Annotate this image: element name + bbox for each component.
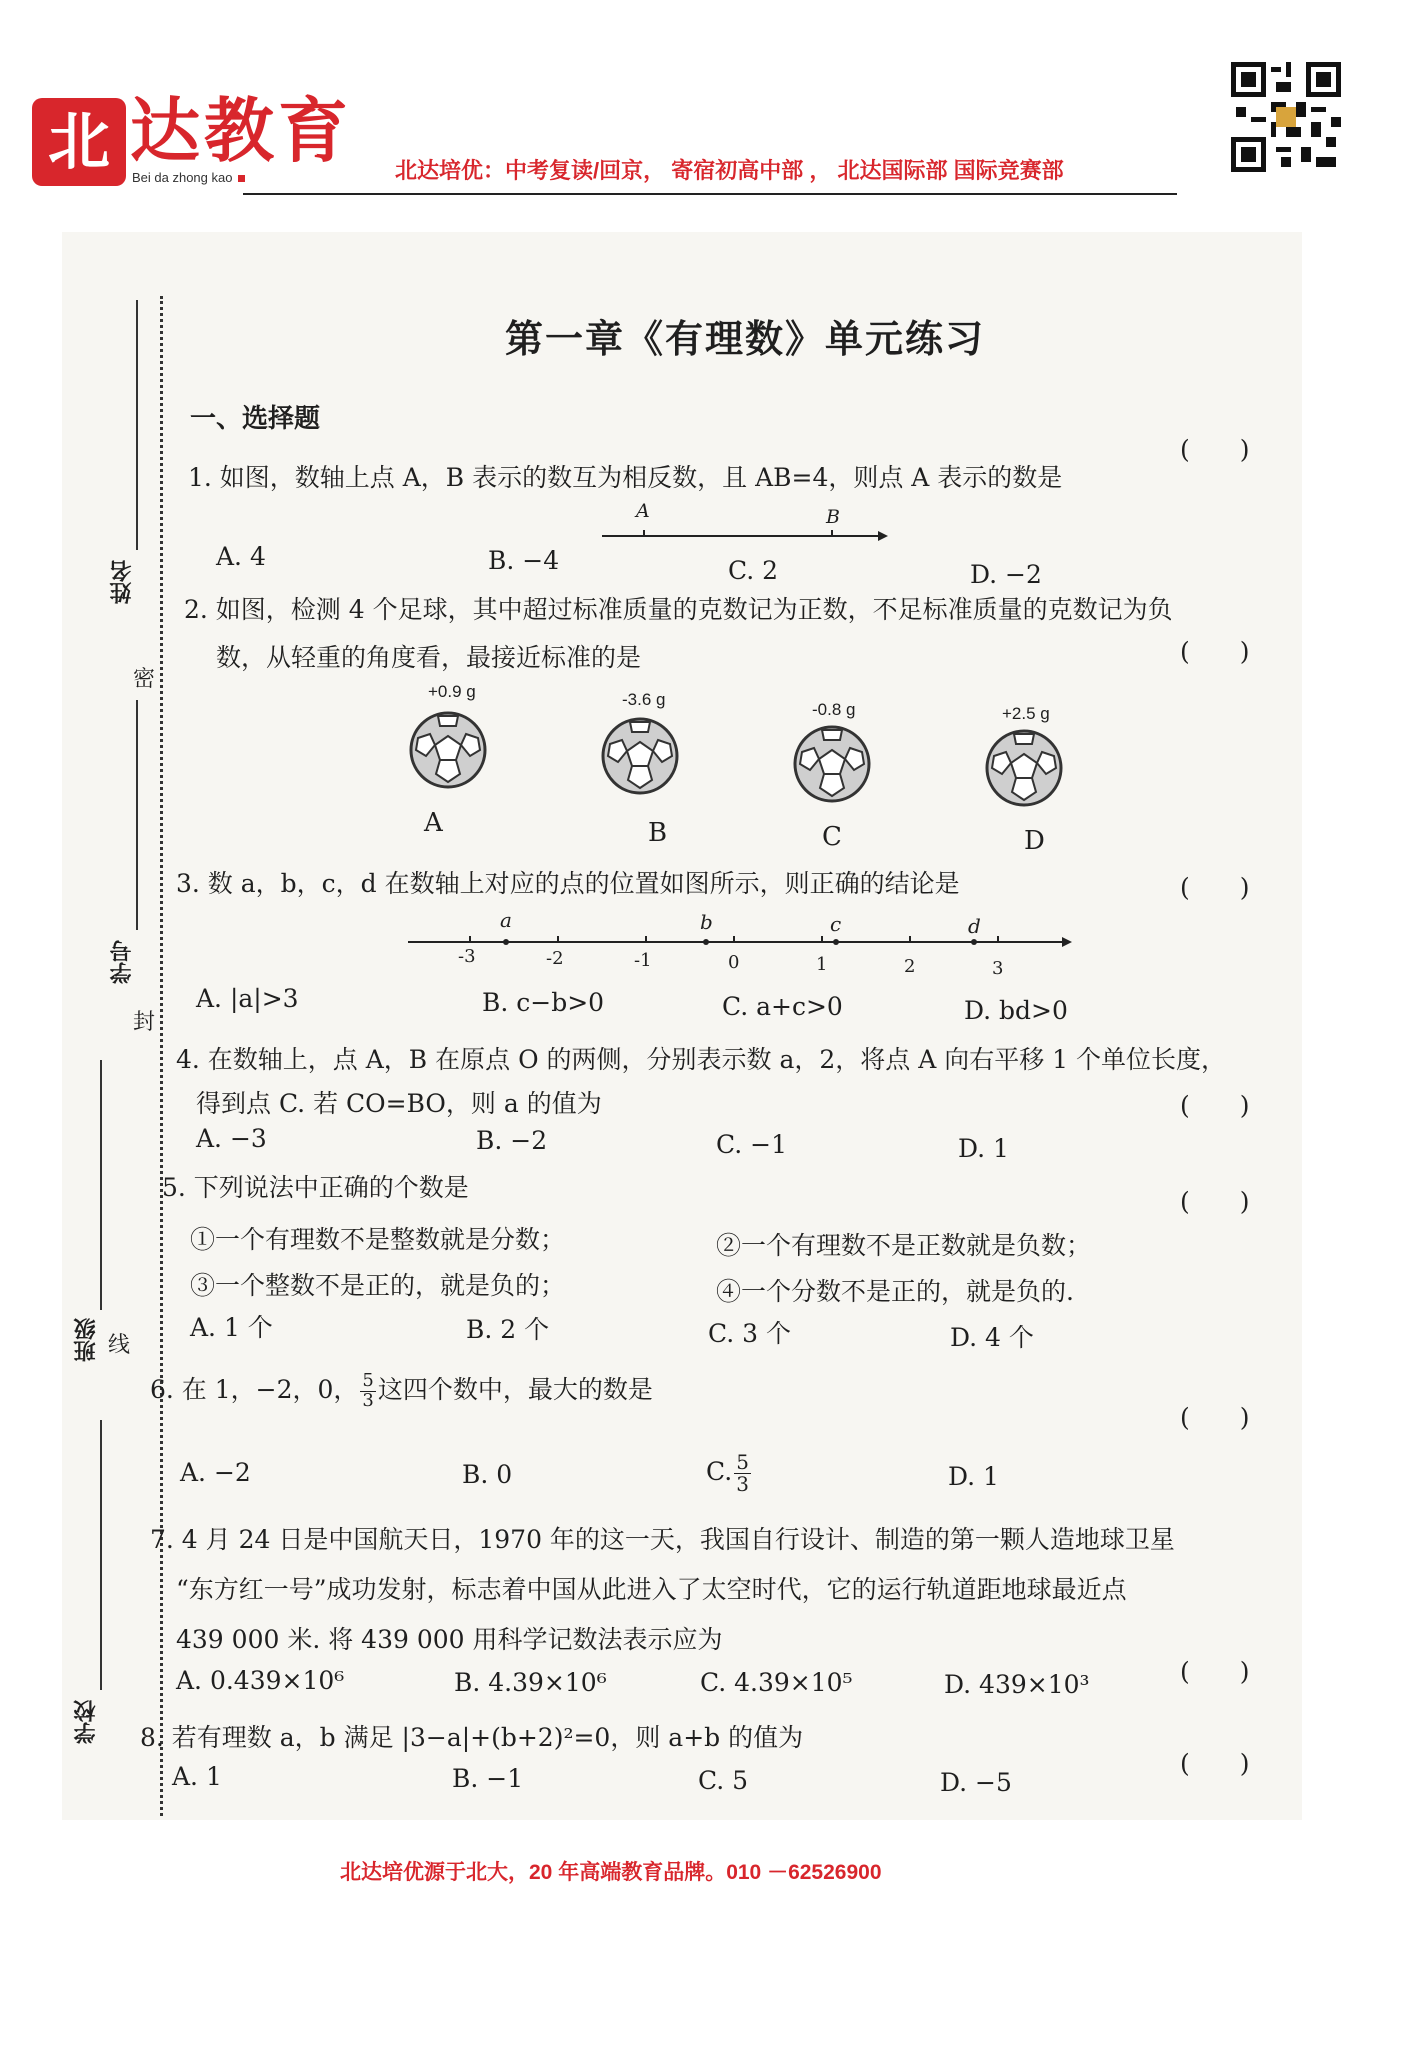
axis-point-a: a: [500, 908, 512, 932]
seal-char-xian: 线: [108, 1333, 131, 1358]
student-id-label: 学号: [109, 940, 135, 984]
ball-d-mass: +2.5 g: [1002, 704, 1050, 723]
q5-statement-2: ②一个有理数不是正数就是负数；: [716, 1231, 1092, 1260]
question-8: 8. 若有理数 a，b 满足 |3−a|+(b+2)²=0，则 a+b 的值为: [140, 1723, 804, 1752]
q7-option-c[interactable]: C. 4.39×10⁵: [700, 1668, 853, 1697]
q6-option-d[interactable]: D. 1: [948, 1462, 999, 1491]
question-3: 3. 数 a，b，c，d 在数轴上对应的点的位置如图所示，则正确的结论是: [176, 869, 960, 898]
qr-code-icon: [1231, 62, 1341, 172]
question-4-line-2: 得到点 C. 若 CO=BO，则 a 的值为: [196, 1089, 602, 1118]
axis-point-c: c: [830, 912, 842, 936]
logo-mark: 北: [32, 98, 126, 186]
tick-label-1: 1: [816, 954, 828, 975]
axis-point-d: d: [968, 914, 981, 938]
fraction-five-thirds-option: $\frac{5}{3}$: [736, 1450, 749, 1496]
section-heading: 一、选择题: [190, 404, 321, 434]
q8-option-a[interactable]: A. 1: [172, 1762, 222, 1791]
answer-paren-7[interactable]: ( ): [1180, 1657, 1250, 1686]
q4-option-c[interactable]: C. −1: [716, 1130, 787, 1159]
school-label: 学校: [73, 1700, 99, 1744]
q1-option-a[interactable]: A. 4: [216, 542, 266, 571]
answer-paren-6[interactable]: ( ): [1180, 1403, 1250, 1432]
q4-option-a[interactable]: A. −3: [196, 1124, 267, 1153]
answer-paren-3[interactable]: ( ): [1180, 873, 1250, 902]
q4-option-b[interactable]: B. −2: [476, 1126, 548, 1155]
answer-paren-4[interactable]: ( ): [1180, 1091, 1250, 1120]
class-label: 班级: [73, 1318, 99, 1362]
logo-text: 达教育: [130, 89, 352, 172]
q7-option-b[interactable]: B. 4.39×10⁶: [454, 1668, 607, 1697]
tick-label-0: 0: [728, 952, 740, 973]
q3-option-a[interactable]: A. |a|>3: [196, 984, 299, 1013]
ball-b-letter: B: [648, 818, 668, 848]
binding-dotted-line: [160, 296, 163, 1816]
ball-a-mass: +0.9 g: [428, 682, 476, 701]
question-7-line-3: 439 000 米. 将 439 000 用科学记数法表示应为: [176, 1625, 723, 1654]
logo-subtitle: Bei da zhong kao: [132, 170, 245, 185]
ball-c-mass: -0.8 g: [812, 700, 856, 719]
header-slogan: 北达培优：中考复读/回京， 寄宿初高中部 ， 北达国际部 国际竞赛部: [395, 158, 1064, 183]
q6-option-b[interactable]: B. 0: [462, 1460, 513, 1489]
student-id-blank: [136, 700, 138, 930]
soccer-ball-b-icon: [600, 716, 680, 796]
question-4-line-1: 4. 在数轴上，点 A，B 在原点 O 的两侧，分别表示数 a，2，将点 A 向右平移 1 个单位长度，: [176, 1045, 1227, 1074]
q5-option-c[interactable]: C. 3 个: [708, 1319, 791, 1348]
q8-option-d[interactable]: D. −5: [940, 1768, 1012, 1797]
ball-a-letter: A: [424, 808, 443, 838]
q1-option-d[interactable]: D. −2: [970, 560, 1042, 589]
header-divider: [243, 193, 1177, 195]
q5-option-b[interactable]: B. 2 个: [466, 1315, 550, 1344]
seal-char-feng: 封: [133, 1010, 156, 1035]
q5-statement-1: ①一个有理数不是整数就是分数；: [190, 1225, 566, 1254]
tick-label-neg1: -1: [634, 950, 652, 971]
q5-statement-4: ④一个分数不是正的，就是负的.: [716, 1277, 1074, 1306]
q3-option-d[interactable]: D. bd>0: [964, 996, 1068, 1025]
q5-statement-3: ③一个整数不是正的，就是负的；: [190, 1271, 566, 1300]
q3-option-c[interactable]: C. a+c>0: [722, 992, 843, 1021]
answer-paren-5[interactable]: ( ): [1180, 1187, 1250, 1216]
fraction-five-thirds: $\frac{5}{3}$: [362, 1370, 374, 1411]
axis-point-a-label: A: [636, 500, 650, 522]
axis-point-b: b: [700, 910, 713, 934]
question-7-line-2: “东方红一号”成功发射，标志着中国从此进入了太空时代，它的运行轨道距地球最近点: [176, 1575, 1127, 1604]
school-blank: [100, 1420, 102, 1690]
ball-c-letter: C: [822, 822, 842, 852]
question-2-line-2: 数，从轻重的角度看，最接近标准的是: [216, 643, 642, 672]
soccer-ball-c-icon: [792, 724, 872, 804]
tick-label-2: 2: [904, 956, 916, 977]
class-blank: [100, 1060, 102, 1310]
paper-title: 第一章《有理数》单元练习: [505, 316, 986, 361]
question-6: 6. 在 1，−2，0， $\frac{5}{3}$ 这四个数中，最大的数是: [150, 1370, 653, 1411]
answer-paren-8[interactable]: ( ): [1180, 1749, 1250, 1778]
q6-option-c[interactable]: C. $\frac{5}{3}$: [706, 1450, 749, 1496]
tick-label-neg3: -3: [458, 946, 476, 967]
q3-option-b[interactable]: B. c−b>0: [482, 988, 605, 1017]
question-2-line-1: 2. 如图，检测 4 个足球，其中超过标准质量的克数记为正数，不足标准质量的克数记为负: [184, 595, 1173, 624]
name-label: 姓名: [109, 560, 135, 604]
footer-advert: 北达培优源于北大，20 年高端教育品牌。010 －62526900: [340, 1861, 882, 1884]
question-5: 5. 下列说法中正确的个数是: [162, 1173, 469, 1202]
axis-point-b-label: B: [826, 506, 840, 528]
q7-option-a[interactable]: A. 0.439×10⁶: [176, 1666, 345, 1695]
tick-label-neg2: -2: [546, 948, 564, 969]
q1-option-c[interactable]: C. 2: [728, 556, 779, 585]
q5-option-d[interactable]: D. 4 个: [950, 1323, 1034, 1352]
q4-option-d[interactable]: D. 1: [958, 1134, 1009, 1163]
soccer-ball-a-icon: [408, 710, 488, 790]
q5-option-a[interactable]: A. 1 个: [190, 1313, 273, 1342]
tick-label-3: 3: [992, 958, 1004, 979]
ball-b-mass: -3.6 g: [622, 690, 666, 709]
question-1: 1. 如图，数轴上点 A，B 表示的数互为相反数，且 AB=4，则点 A 表示的数是: [188, 463, 1063, 492]
question-7-line-1: 7. 4 月 24 日是中国航天日，1970 年的这一天，我国自行设计、制造的第一颗人造地球卫星: [150, 1525, 1175, 1554]
ball-d-letter: D: [1024, 826, 1045, 856]
q6-option-a[interactable]: A. −2: [180, 1458, 251, 1487]
q7-option-d[interactable]: D. 439×10³: [944, 1670, 1090, 1699]
answer-paren-2[interactable]: ( ): [1180, 637, 1250, 666]
soccer-ball-d-icon: [984, 728, 1064, 808]
name-blank: [136, 300, 138, 550]
answer-paren-1[interactable]: ( ): [1180, 435, 1250, 464]
seal-char-mi: 密: [133, 667, 156, 692]
q8-option-c[interactable]: C. 5: [698, 1766, 749, 1795]
q1-option-b[interactable]: B. −4: [488, 546, 560, 575]
q8-option-b[interactable]: B. −1: [452, 1764, 524, 1793]
